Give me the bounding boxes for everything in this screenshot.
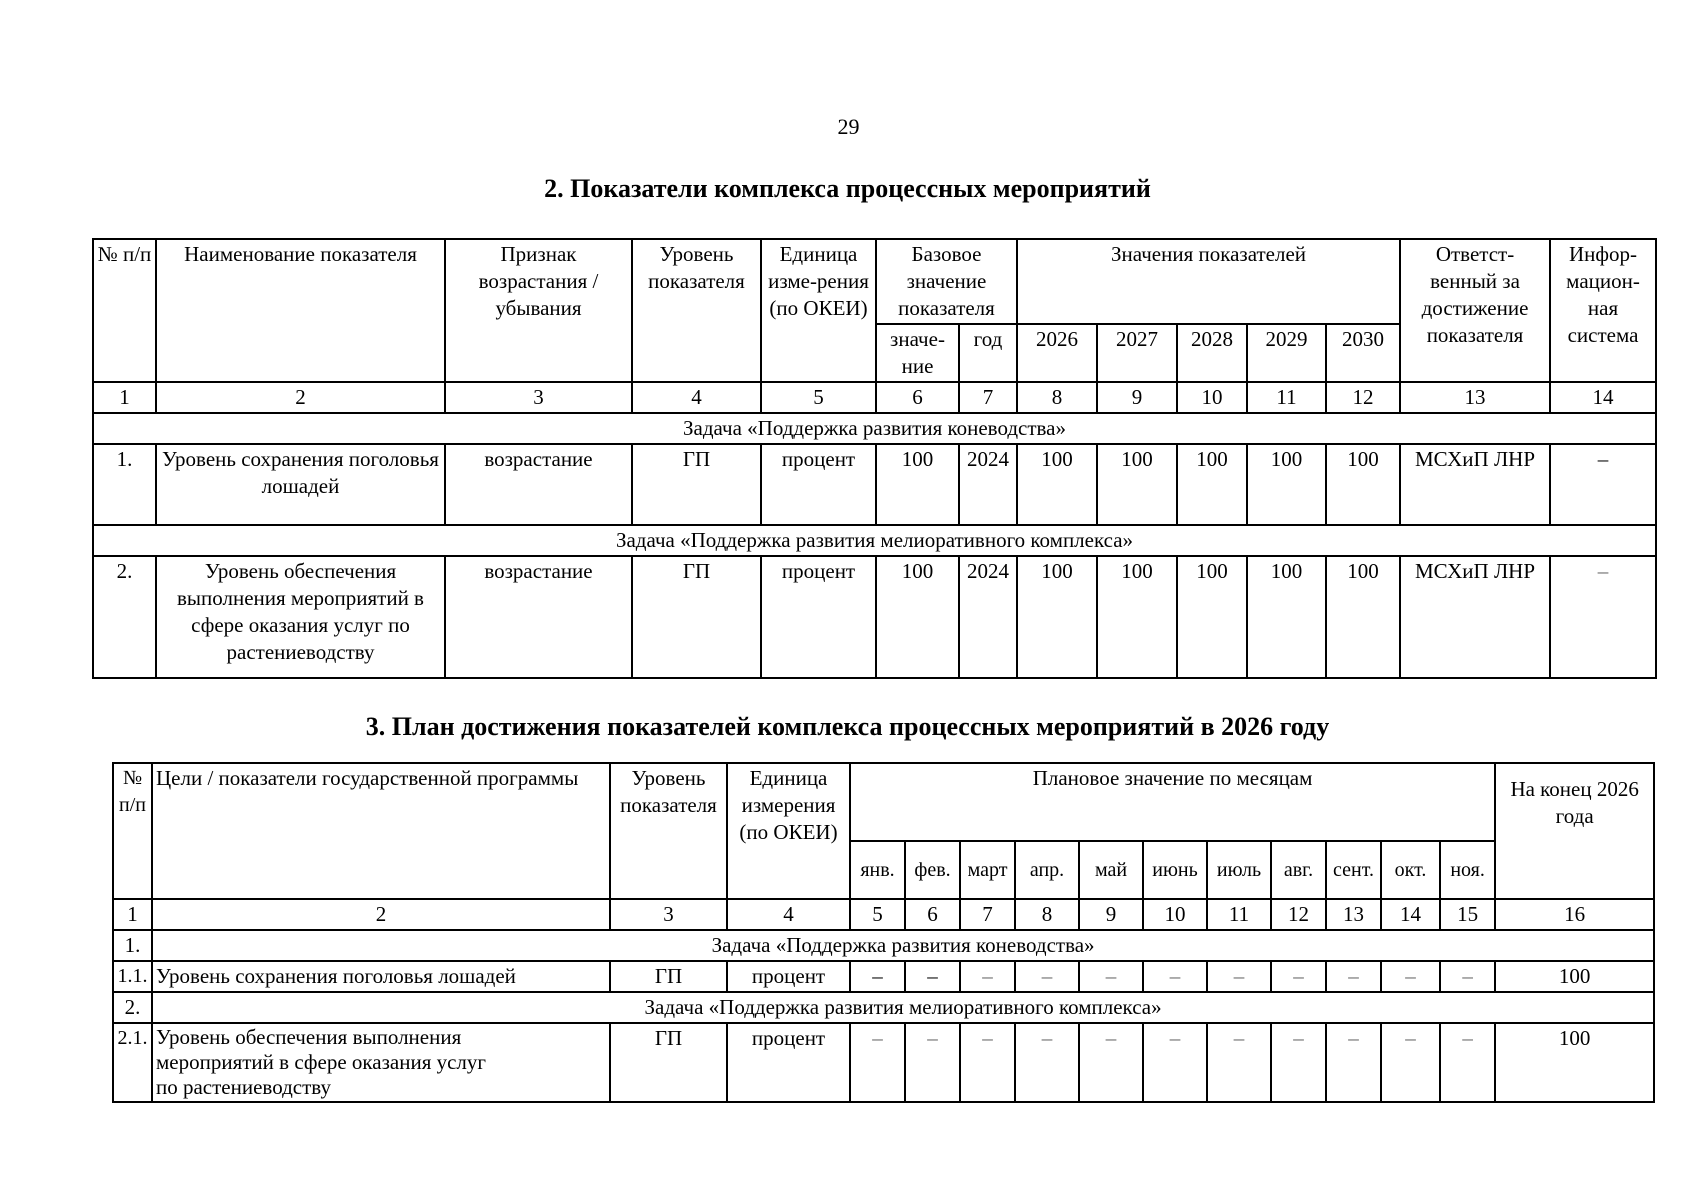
month-value: – bbox=[1143, 961, 1207, 992]
row-value: 100 bbox=[1017, 556, 1097, 678]
col-number: 4 bbox=[632, 382, 761, 413]
table-row bbox=[93, 556, 1656, 678]
col-number: 9 bbox=[1079, 899, 1143, 930]
header-month: июнь bbox=[1143, 841, 1207, 899]
col-number: 13 bbox=[1326, 899, 1381, 930]
row-value: 100 bbox=[1017, 444, 1097, 525]
header-info-system: Инфор-мацион-ная система bbox=[1550, 239, 1656, 382]
row-unit: процент bbox=[727, 1023, 850, 1102]
header-name: Наименование показателя bbox=[156, 239, 445, 382]
header-year: 2029 bbox=[1247, 324, 1326, 382]
col-number: 3 bbox=[610, 899, 727, 930]
month-value: – bbox=[1015, 1023, 1079, 1102]
row-num: 2.1. bbox=[113, 1023, 152, 1102]
header-month: ноя. bbox=[1440, 841, 1495, 899]
section-2-title: 2. Показатели комплекса процессных мероприятий bbox=[544, 174, 1151, 203]
header-month: март bbox=[960, 841, 1015, 899]
header-year: 2026 bbox=[1017, 324, 1097, 382]
col-number: 13 bbox=[1400, 382, 1550, 413]
col-number: 9 bbox=[1097, 382, 1177, 413]
row-base-year: 2024 bbox=[959, 444, 1017, 525]
row-level: ГП bbox=[610, 961, 727, 992]
task-row: Задача «Поддержка развития коневодства» bbox=[93, 413, 1656, 444]
row-base-value: 100 bbox=[876, 556, 959, 678]
col-number: 6 bbox=[876, 382, 959, 413]
header-goal: Цели / показатели государственной программы bbox=[152, 763, 610, 899]
header-month: май bbox=[1079, 841, 1143, 899]
month-value: – bbox=[905, 961, 960, 992]
row-info-system: – bbox=[1550, 444, 1656, 525]
task-row: Задача «Поддержка развития мелиоративного комплекса» bbox=[152, 992, 1654, 1023]
header-month: янв. bbox=[850, 841, 905, 899]
header-num: № п/п bbox=[93, 239, 156, 382]
col-number: 2 bbox=[152, 899, 610, 930]
row-name: Уровень сохранения поголовья лошадей bbox=[156, 444, 445, 525]
month-value: – bbox=[1326, 1023, 1381, 1102]
table-row bbox=[93, 444, 1656, 525]
row-name-line: Уровень обеспечения выполнения bbox=[156, 1025, 462, 1049]
col-number: 10 bbox=[1177, 382, 1247, 413]
row-name-line: по растениеводству bbox=[156, 1075, 331, 1099]
row-value: 100 bbox=[1097, 556, 1177, 678]
col-number: 12 bbox=[1271, 899, 1326, 930]
month-value: – bbox=[1015, 961, 1079, 992]
month-value: – bbox=[1326, 961, 1381, 992]
col-number: 15 bbox=[1440, 899, 1495, 930]
month-value: – bbox=[1440, 961, 1495, 992]
header-unit: Единица изме-рения (по ОКЕИ) bbox=[761, 239, 876, 382]
header-month: фев. bbox=[905, 841, 960, 899]
month-value: – bbox=[1207, 1023, 1271, 1102]
header-month: апр. bbox=[1015, 841, 1079, 899]
month-value: – bbox=[1271, 961, 1326, 992]
month-value: – bbox=[1143, 1023, 1207, 1102]
row-base-year: 2024 bbox=[959, 556, 1017, 678]
col-number: 5 bbox=[850, 899, 905, 930]
col-number: 2 bbox=[156, 382, 445, 413]
row-name: Уровень обеспечения выполнения мероприятий в сфере оказания услуг по растениеводству bbox=[156, 556, 445, 678]
row-year-end: 100 bbox=[1495, 1023, 1654, 1102]
month-value: – bbox=[905, 1023, 960, 1102]
header-level: Уровень показателя bbox=[610, 763, 727, 899]
col-number: 3 bbox=[445, 382, 632, 413]
header-month: сент. bbox=[1326, 841, 1381, 899]
col-number: 8 bbox=[1015, 899, 1079, 930]
row-name: Уровень сохранения поголовья лошадей bbox=[152, 961, 610, 992]
col-number: 1 bbox=[93, 382, 156, 413]
row-unit: процент bbox=[761, 444, 876, 525]
row-value: 100 bbox=[1177, 444, 1247, 525]
group-num: 2. bbox=[113, 992, 152, 1023]
row-value: 100 bbox=[1247, 444, 1326, 525]
row-num: 1. bbox=[93, 444, 156, 525]
row-responsible: МСХиП ЛНР bbox=[1400, 556, 1550, 678]
header-year-end: На конец 2026 года bbox=[1495, 763, 1654, 899]
row-unit: процент bbox=[761, 556, 876, 678]
header-num: № п/п bbox=[113, 763, 152, 899]
month-value: – bbox=[1381, 1023, 1440, 1102]
month-value: – bbox=[1440, 1023, 1495, 1102]
header-responsible: Ответст-венный за достижение показателя bbox=[1400, 239, 1550, 382]
col-number: 14 bbox=[1550, 382, 1656, 413]
page-number: 29 bbox=[837, 114, 860, 139]
month-value: – bbox=[1271, 1023, 1326, 1102]
row-responsible: МСХиП ЛНР bbox=[1400, 444, 1550, 525]
header-year: 2030 bbox=[1326, 324, 1400, 382]
row-sign: возрастание bbox=[445, 556, 632, 678]
col-number: 7 bbox=[959, 382, 1017, 413]
col-number: 6 bbox=[905, 899, 960, 930]
header-sign: Признак возрастания / убывания bbox=[445, 239, 632, 382]
month-value: – bbox=[1079, 961, 1143, 992]
row-num: 1.1. bbox=[113, 961, 152, 992]
header-month: июль bbox=[1207, 841, 1271, 899]
header-year: 2028 bbox=[1177, 324, 1247, 382]
header-month: окт. bbox=[1381, 841, 1440, 899]
col-number: 12 bbox=[1326, 382, 1400, 413]
row-level: ГП bbox=[632, 444, 761, 525]
group-num: 1. bbox=[113, 930, 152, 961]
col-number: 16 bbox=[1495, 899, 1654, 930]
col-number: 7 bbox=[960, 899, 1015, 930]
table-row bbox=[113, 1023, 1654, 1102]
row-value: 100 bbox=[1326, 444, 1400, 525]
monthly-plan-table bbox=[112, 762, 1655, 1103]
header-monthly: Плановое значение по месяцам bbox=[850, 763, 1495, 841]
task-row: Задача «Поддержка развития коневодства» bbox=[152, 930, 1654, 961]
section-3-title: 3. План достижения показателей комплекса процессных мероприятий в 2026 году bbox=[365, 712, 1330, 741]
col-number: 8 bbox=[1017, 382, 1097, 413]
month-value: – bbox=[850, 961, 905, 992]
row-name bbox=[152, 1023, 610, 1102]
col-number: 10 bbox=[1143, 899, 1207, 930]
header-month: авг. bbox=[1271, 841, 1326, 899]
row-info-system: – bbox=[1550, 556, 1656, 678]
row-name-line: мероприятий в сфере оказания услуг bbox=[156, 1050, 487, 1074]
month-value: – bbox=[1079, 1023, 1143, 1102]
month-value: – bbox=[1381, 961, 1440, 992]
row-level: ГП bbox=[610, 1023, 727, 1102]
col-number: 5 bbox=[761, 382, 876, 413]
col-number: 11 bbox=[1207, 899, 1271, 930]
header-unit: Единица измерения (по ОКЕИ) bbox=[727, 763, 850, 899]
header-level: Уровень показателя bbox=[632, 239, 761, 382]
row-sign: возрастание bbox=[445, 444, 632, 525]
col-number: 1 bbox=[113, 899, 152, 930]
row-base-value: 100 bbox=[876, 444, 959, 525]
header-base-value: значе-ние bbox=[876, 324, 959, 382]
row-num: 2. bbox=[93, 556, 156, 678]
month-value: – bbox=[1207, 961, 1271, 992]
task-row: Задача «Поддержка развития мелиоративного комплекса» bbox=[93, 525, 1656, 556]
row-value: 100 bbox=[1097, 444, 1177, 525]
month-value: – bbox=[960, 1023, 1015, 1102]
col-number: 4 bbox=[727, 899, 850, 930]
col-number: 14 bbox=[1381, 899, 1440, 930]
row-level: ГП bbox=[632, 556, 761, 678]
header-values: Значения показателей bbox=[1017, 239, 1400, 324]
indicators-table bbox=[92, 238, 1657, 679]
header-base-year: год bbox=[959, 324, 1017, 382]
month-value: – bbox=[850, 1023, 905, 1102]
header-base: Базовое значение показателя bbox=[876, 239, 1017, 324]
table-row bbox=[113, 961, 1654, 992]
row-value: 100 bbox=[1326, 556, 1400, 678]
header-year: 2027 bbox=[1097, 324, 1177, 382]
col-number: 11 bbox=[1247, 382, 1326, 413]
row-year-end: 100 bbox=[1495, 961, 1654, 992]
row-value: 100 bbox=[1247, 556, 1326, 678]
month-value: – bbox=[960, 961, 1015, 992]
row-value: 100 bbox=[1177, 556, 1247, 678]
row-unit: процент bbox=[727, 961, 850, 992]
